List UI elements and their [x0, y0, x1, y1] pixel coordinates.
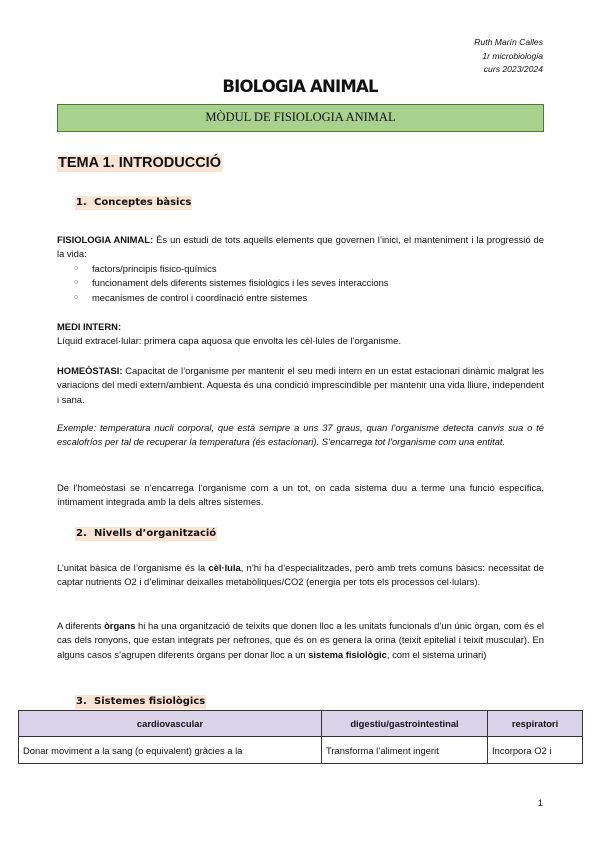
fisiologia-text: És un estudi de tots aquells elements que governen l’inici, el manteniment i la progressió de la vida:: [57, 234, 544, 260]
term-medi-intern: MEDI INTERN:: [57, 321, 122, 332]
term-homeostasi: HOMEÒSTASI:: [57, 365, 123, 376]
page-number: 1: [537, 797, 543, 808]
term-organs: òrgans: [104, 620, 136, 631]
section-number: 2.: [76, 528, 87, 539]
column-header: digestiu/gastrointestinal: [322, 711, 488, 737]
text-run: , com el sistema urinari): [386, 648, 487, 660]
column-header: respiratori: [488, 711, 583, 737]
list-item: ○ mecanismes de control i coordinació entre sistemes: [74, 291, 389, 305]
section-number: 3.: [76, 696, 87, 707]
homeostasi-text: Capacitat de l’organisme per mantenir el seu medi intern en un estat estacionari dinàmic malgrat les variacions del medi extern/ambient. Aquesta és una condició imprescindible per mantenir una vida lliure, independent i sana.: [57, 365, 544, 405]
document-title: BIOLOGIA ANIMAL: [222, 77, 378, 96]
year-label: curs 2023/2024: [483, 64, 543, 74]
text-run: L’unitat bàsica de l’organisme és la: [57, 562, 209, 573]
text-run: A diferents: [57, 620, 105, 631]
table-header-row: [19, 711, 583, 737]
term-fisiologia: FISIOLOGIA ANIMAL:: [57, 234, 154, 245]
column-header: cardiovascular: [19, 711, 322, 737]
section-label: Nivells d’organització: [94, 528, 217, 539]
medi-intern-text: Líquid extracel·lular: primera capa aquosa que envolta les cèl·lules de l’organisme.: [57, 335, 401, 347]
section-label: Conceptes bàsics: [94, 197, 192, 208]
section-number: 1.: [76, 197, 87, 208]
section-heading-2: [75, 527, 217, 541]
nivells-paragraph-2: [57, 619, 544, 662]
medi-intern-paragraph: [57, 320, 544, 349]
homeostasi-detail-paragraph: De l’homeòstasi se n’encarrega l’organisme com a un tot, on cada sistema duu a terme una funció específica, íntimament integrada amb la dels altres sistemes.: [57, 482, 544, 508]
section-heading-1: [75, 196, 192, 210]
list-item: ○ funcionament dels diferents sistemes fisiològics i les seves interaccions: [74, 276, 389, 290]
term-sistema-fisiologic: sistema fisiològic: [308, 648, 387, 660]
sistemes-table: [18, 710, 583, 764]
section-label: Sistemes fisiològics: [94, 696, 206, 707]
table-row: [19, 737, 583, 764]
exemple-paragraph: Exemple: temperatura nucli corporal, que està sempre a uns 37 graus, quan l’organisme detecta canvis sua o té escalofríos per tal de recuperar la temperatura (és estacionari). S’encarrega tot l’organisme com una entitat.: [57, 422, 544, 448]
table-cell: Incorpora O2 i: [488, 737, 583, 764]
fisiologia-list: [74, 262, 389, 305]
nivells-paragraph-1: [57, 561, 544, 590]
author-name: Ruth Marín Calles: [474, 37, 543, 47]
term-cellula: cèl·lula: [208, 562, 241, 573]
table-cell: Transforma l’aliment ingerit: [322, 737, 488, 764]
module-banner: MÒDUL DE FISIOLOGIA ANIMAL: [57, 104, 544, 132]
homeostasi-paragraph: [57, 364, 544, 407]
list-item: ○ factors/principis fisico-químics: [74, 262, 389, 276]
section-heading-3: [75, 695, 206, 709]
tema-heading: TEMA 1. INTRODUCCIÓ: [58, 155, 221, 171]
fisiologia-paragraph: [57, 233, 544, 262]
table-cell: Donar moviment a la sang (o equivalent) gràcies a la: [19, 737, 322, 764]
author-block: [474, 36, 543, 77]
text-run: , n’hi ha d’especialitzades, però amb trets comuns bàsics: necessitat de captar nutrients O2 i d’eliminar deixalles metabòliques/CO2 (energia per tots els processos cel·lulars).: [57, 562, 544, 588]
text-run: hi ha una organització de teixits que donen lloc a les unitats funcionals d’un únic òrgan, com és el cas dels ronyons, que estan integrats per nefrones, que és on es genera la orina (teixit epitelial i teixit muscular). En alguns casos s’agrupen diferents òrgans per donar lloc a un: [57, 620, 544, 660]
course-label: 1r microbiologia: [482, 50, 543, 61]
